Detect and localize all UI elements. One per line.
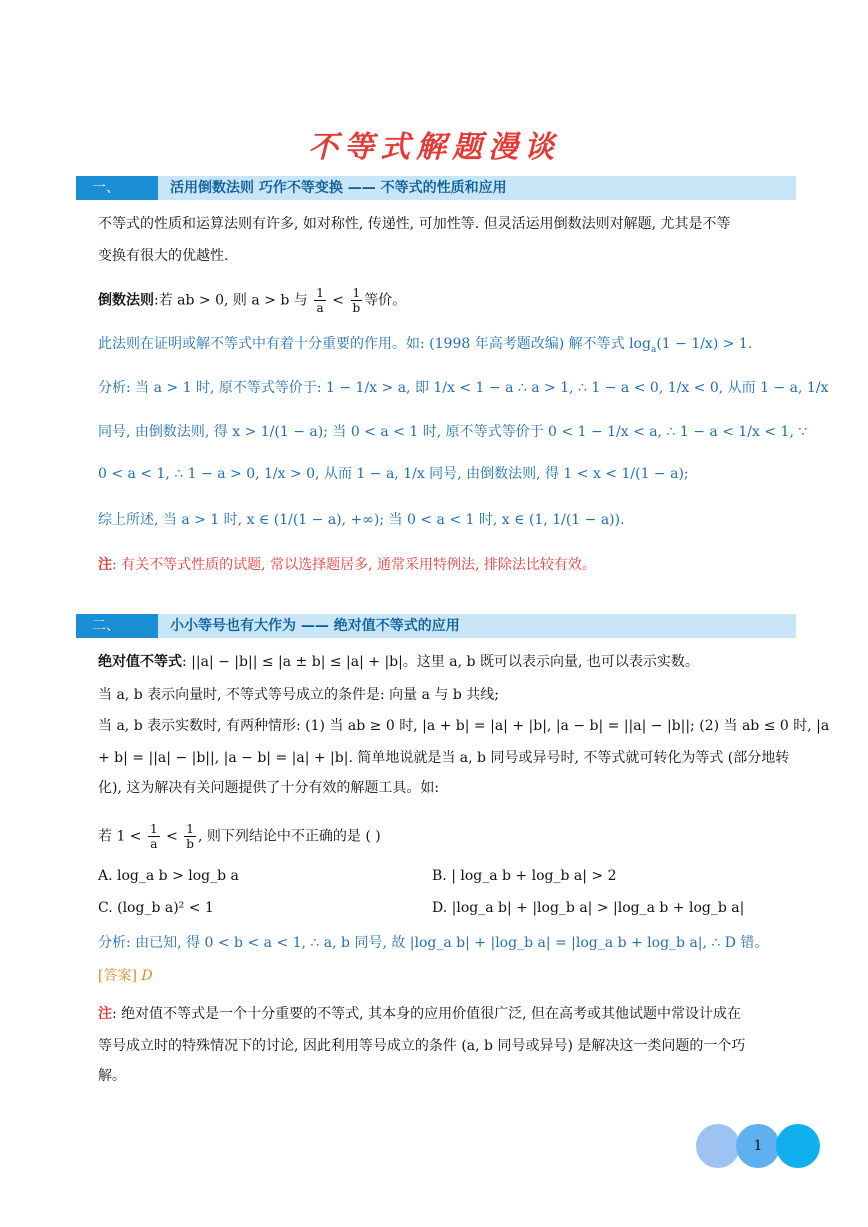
option-c: C. (log_b a)² < 1 (98, 900, 214, 916)
section-1-number: 一、 (76, 176, 158, 200)
reciprocal-rule: 倒数法则:若 ab > 0, 则 a > b 与 $\frac{1}{a}$ < $\frac{1}{b}$ 等价。 (98, 286, 407, 315)
option-b: B. | log_a b + log_b a| > 2 (432, 868, 617, 884)
section-2-note-line-3: 解。 (98, 1068, 126, 1084)
analysis-conclusion: 综上所述, 当 a > 1 时, x ∈ (1/(1 − a), +∞); 当 0 < a < 1 时, x ∈ (1, 1/(1 − a)). (98, 512, 625, 528)
rule-frac-1: $\frac{1}{a}$ (316, 286, 324, 315)
section-1-note: 注: 有关不等式性质的试题, 常以选择题居多, 通常采用特例法, 排除法比较有效。 (98, 557, 596, 573)
example-line: 此法则在证明或解不等式中有着十分重要的作用。如: (1998 年高考题改编) 解不等式 $\log_a(1 - 1/x) > 1$. (98, 336, 753, 355)
section-2-title: 小小等号也有大作为 —— 绝对值不等式的应用 (170, 618, 460, 634)
real-case-line-3: 化), 这为解决有关问题提供了十分有效的解题工具。如: (98, 780, 440, 796)
page-number-badge (696, 1124, 820, 1168)
rule-pre: :若 ab > 0, 则 a > b 与 (154, 292, 313, 309)
question: 若 1 < $\frac{1}{a}$ < $\frac{1}{b}$ , 则下列结论中不正确的是 ( ) (98, 822, 381, 851)
section-1-intro-line-2: 变换有很大的优越性. (98, 248, 229, 264)
real-case-line-1: 当 a, b 表示实数时, 有两种情形: (1) 当 ab ≥ 0 时, |a + b| = |a| + |b|, |a − b| = ||a| − |b||; (2) 当 ab ≤ 0 时, |a (98, 718, 830, 734)
section-1-title: 活用倒数法则 巧作不等变换 —— 不等式的性质和应用 (170, 180, 507, 196)
rule-label: 倒数法则 (98, 292, 154, 309)
page-title: 不等式解题漫谈 (308, 130, 560, 165)
badge-circle-right (776, 1124, 820, 1168)
section-1-intro-line-1: 不等式的性质和运算法则有许多, 如对称性, 传递性, 可加性等. 但灵活运用倒数法则对解题, 尤其是不等 (98, 216, 731, 232)
section-2-note-line-2: 等号成立时的特殊情况下的讨论, 因此利用等号成立的条件 (a, b 同号或异号) 是解决这一类问题的一个巧 (98, 1038, 746, 1054)
analysis-line-3: 0 < a < 1, ∴ 1 − a > 0, 1/x > 0, 从而 1 − a, 1/x 同号, 由倒数法则, 得 1 < x < 1/(1 − a); (98, 466, 689, 482)
analysis-line-2: 同号, 由倒数法则, 得 x > 1/(1 − a); 当 0 < a < 1 时, 原不等式等价于 0 < 1 − 1/x < a, ∴ 1 − a < 1/x < 1, ∵ (98, 424, 808, 440)
rule-frac-2: $\frac{1}{b}$ (352, 286, 361, 315)
page-number: 1 (753, 1138, 763, 1154)
section-2-note-line-1: 注: 绝对值不等式是一个十分重要的不等式, 其本身的应用价值很广泛, 但在高考或其他试题中常设计成在 (98, 1006, 741, 1022)
abs-inequality: 绝对值不等式: ||a| − |b|| ≤ |a ± b| ≤ |a| + |b|。这里 a, b 既可以表示向量, 也可以表示实数。 (98, 654, 699, 670)
option-d: D. |log_a b| + |log_b a| > |log_a b + log_b a| (432, 900, 745, 916)
vector-case: 当 a, b 表示向量时, 不等式等号成立的条件是: 向量 a 与 b 共线; (98, 687, 500, 703)
section-2-analysis: 分析: 由已知, 得 0 < b < a < 1, ∴ a, b 同号, 故 |log_a b| + |log_b a| = |log_a b + log_b a|, ∴ D 错。 (98, 935, 769, 951)
badge-circle-left (696, 1124, 740, 1168)
analysis-line-1: 分析: 当 a > 1 时, 原不等式等价于: 1 − 1/x > a, 即 1/x < 1 − a ∴ a > 1, ∴ 1 − a < 0, 1/x < 0, 从而 1 − a, 1/x (98, 380, 829, 396)
real-case-line-2: + b| = ||a| − |b||, |a − b| = |a| + |b|. 简单地说就是当 a, b 同号或异号时, 不等式就可转化为等式 (部分地转 (98, 750, 790, 766)
answer: [答案] D (98, 968, 153, 984)
section-1-header (76, 176, 796, 200)
rule-post: 等价。 (364, 292, 407, 309)
section-2-header (76, 614, 796, 638)
section-2-number: 二、 (76, 614, 158, 638)
option-a: A. log_a b > log_b a (98, 868, 239, 884)
